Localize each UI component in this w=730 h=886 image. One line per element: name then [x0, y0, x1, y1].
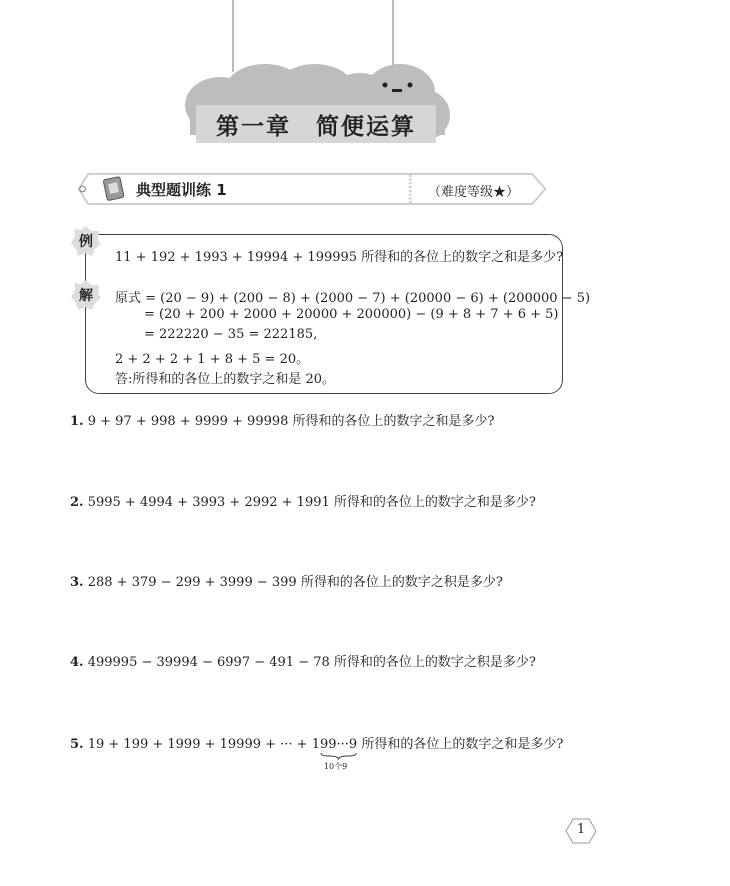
question-3: 3. 288 + 379 − 299 + 3999 − 399 所得和的各位上的数字之积是多少? — [70, 575, 503, 590]
underbrace-icon — [320, 752, 357, 760]
solution-line: = (20 + 200 + 2000 + 20000 + 200000) − (9 + 8 + 7 + 6 + 5) — [144, 307, 559, 322]
difficulty-level: （难度等级★） — [428, 185, 520, 200]
question-1: 1. 9 + 97 + 998 + 9999 + 99998 所得和的各位上的数字之和是多少? — [70, 414, 495, 429]
brace-label: 10个9 — [323, 762, 348, 771]
section-title: 典型题训练 1 — [136, 181, 227, 199]
solution-line: = 222220 − 35 = 222185, — [144, 327, 318, 342]
page-number: 1 — [576, 822, 586, 837]
solution-answer: 答:所得和的各位上的数字之和是 20。 — [115, 372, 336, 387]
question-4: 4. 499995 − 39994 − 6997 − 491 − 78 所得和的各位上的数字之积是多少? — [70, 655, 536, 670]
solution-line: 2 + 2 + 2 + 1 + 8 + 5 = 20。 — [115, 352, 310, 367]
solution-line: 原式 = (20 − 9) + (200 − 8) + (2000 − 7) + (20000 − 6) + (200000 − 5) — [115, 291, 591, 306]
question-2: 2. 5995 + 4994 + 3993 + 2992 + 1991 所得和的各位上的数字之和是多少? — [70, 495, 536, 510]
example-question: 11 + 192 + 1993 + 19994 + 199995 所得和的各位上的数字之和是多少? — [115, 250, 564, 265]
question-5: 5. 19 + 199 + 1999 + 19999 + ··· + 199···9 10个9 所得和的各位上的数字之和是多少? — [70, 737, 564, 771]
chapter-title: 第一章 简便运算 — [196, 105, 436, 143]
book-icon — [102, 176, 126, 202]
solution-tag: 解 — [73, 282, 99, 308]
example-tag: 例 — [73, 228, 99, 254]
